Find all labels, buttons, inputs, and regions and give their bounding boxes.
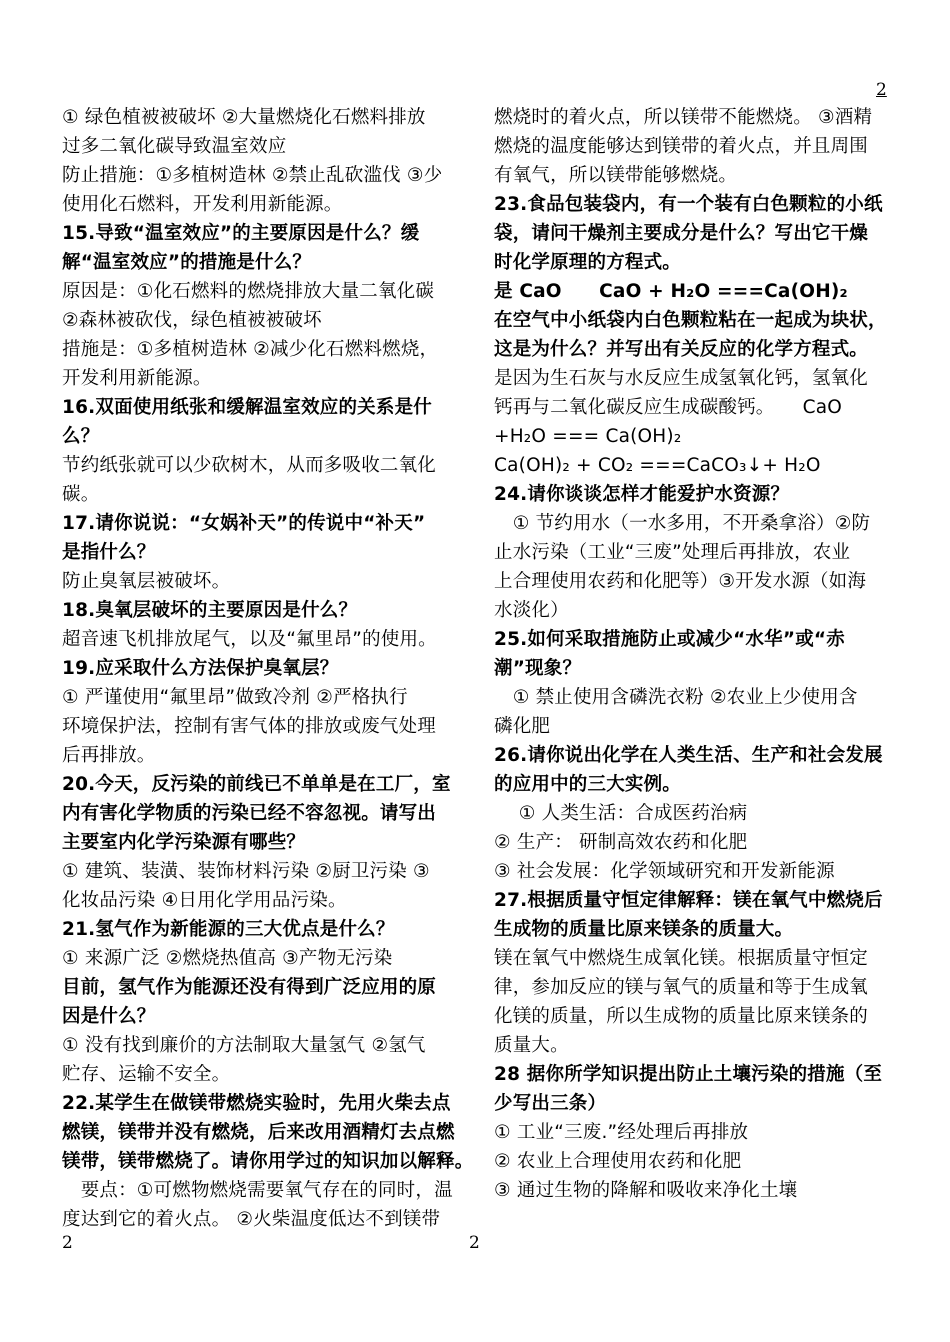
text-line: 有氧气，所以镁带能够燃烧。	[494, 165, 738, 186]
text-line: 贮存、运输不安全。	[62, 1064, 231, 1085]
text-line: 要点：①可燃物燃烧需要氧气存在的同时，温	[62, 1180, 453, 1201]
text-line: 环境保护法，控制有害气体的排放或废气处理	[62, 716, 437, 737]
text-line: 时化学原理的方程式。	[494, 252, 682, 273]
text-line: ② 农业上合理使用农药和化肥	[494, 1151, 742, 1172]
text-line: 19.应采取什么方法保护臭氧层？	[62, 658, 339, 679]
text-line: ① 严谨使用“氟里昂”做致冷剂 ②严格执行	[62, 687, 408, 708]
text-line: 质量大。	[494, 1035, 569, 1056]
text-line: 镁在氧气中燃烧生成氧化镁。根据质量守恒定	[494, 948, 869, 969]
text-line: 解“温室效应”的措施是什么？	[62, 252, 312, 273]
text-line: ① 禁止使用含磷洗衣粉 ②农业上少使用含	[494, 687, 858, 708]
text-line: 17.请你说说：“女娲补天”的传说中“补天”	[62, 513, 426, 534]
text-line: 24.请你谈谈怎样才能爱护水资源？	[494, 484, 790, 505]
text-line: 磷化肥	[494, 716, 551, 737]
text-line: 15.导致“温室效应”的主要原因是什么？缓	[62, 223, 420, 244]
text-line: ① 人类生活：合成医药治病	[494, 803, 748, 824]
text-line: 镁带，镁带燃烧了。请你用学过的知识加以解释。	[62, 1151, 474, 1172]
right-column	[494, 103, 894, 1205]
text-line: 内有害化学物质的污染已经不容忽视。请写出	[62, 803, 437, 824]
text-line: 的应用中的三大实例。	[494, 774, 682, 795]
text-line: 燃烧时的着火点，所以镁带不能燃烧。 ③酒精	[494, 107, 873, 128]
page-number-bottom-center: 2	[469, 1233, 480, 1253]
text-line: 主要室内化学污染源有哪些？	[62, 832, 306, 853]
text-line: 是 CaO CaO + H₂O ===Ca(OH)₂	[494, 281, 848, 302]
text-line: 碳。	[62, 484, 100, 505]
text-line: 使用化石燃料，开发利用新能源。	[62, 194, 343, 215]
text-line: ② 生产： 研制高效农药和化肥	[494, 832, 748, 853]
left-column	[62, 103, 474, 1234]
text-line: ③ 社会发展：化学领域研究和开发新能源	[494, 861, 835, 882]
text-line: 防止臭氧层被破坏。	[62, 571, 231, 592]
text-line: 燃烧的温度能够达到镁带的着火点，并且周围	[494, 136, 869, 157]
text-line: 是因为生石灰与水反应生成氢氧化钙，氢氧化	[494, 368, 869, 389]
text-line: 28 据你所学知识提出防止土壤污染的措施（至	[494, 1064, 883, 1085]
text-line: 么？	[62, 426, 100, 447]
text-line: 上合理使用农药和化肥等）③开发水源（如海	[494, 571, 867, 592]
page-number-bottom-left: 2	[62, 1233, 73, 1253]
text-line: 目前，氢气作为能源还没有得到广泛应用的原	[62, 977, 437, 998]
text-line: 21.氢气作为新能源的三大优点是什么？	[62, 919, 395, 940]
text-line: ③ 通过生物的降解和吸收来净化土壤	[494, 1180, 798, 1201]
text-line: 水淡化）	[494, 600, 569, 621]
text-line: 25.如何采取措施防止或减少“水华”或“赤	[494, 629, 845, 650]
text-line: 钙再与二氧化碳反应生成碳酸钙。 CaO	[494, 397, 843, 418]
text-line: 26.请你说出化学在人类生活、生产和社会发展	[494, 745, 883, 766]
text-line: 潮”现象？	[494, 658, 582, 679]
text-line: ① 建筑、装潢、装饰材料污染 ②厨卫污染 ③	[62, 861, 430, 882]
text-line: 因是什么？	[62, 1006, 156, 1027]
text-line: 止水污染（工业“三废”处理后再排放，农业	[494, 542, 851, 563]
text-line: 过多二氧化碳导致温室效应	[62, 136, 287, 157]
text-line: 防止措施：①多植树造林 ②禁止乱砍滥伐 ③少	[62, 165, 443, 186]
text-line: 化镁的质量，所以生成物的质量比原来镁条的	[494, 1006, 869, 1027]
text-line: ① 绿色植被被破坏 ②大量燃烧化石燃料排放	[62, 107, 426, 128]
text-line: +H₂O === Ca(OH)₂	[494, 426, 682, 447]
text-line: ① 来源广泛 ②燃烧热值高 ③产物无污染	[62, 948, 393, 969]
text-line: 在空气中小纸袋内白色颗粒粘在一起成为块状，	[494, 310, 887, 331]
text-line: 律，参加反应的镁与氧气的质量和等于生成氧	[494, 977, 869, 998]
text-line: 生成物的质量比原来镁条的质量大。	[494, 919, 794, 940]
text-line: 节约纸张就可以少砍树木，从而多吸收二氧化	[62, 455, 437, 476]
text-line: 18.臭氧层破坏的主要原因是什么？	[62, 600, 358, 621]
text-line: ① 节约用水（一水多用，不开桑拿浴）②防	[494, 513, 871, 534]
text-line: 20.今天，反污染的前线已不单单是在工厂，室	[62, 774, 451, 795]
text-line: 是指什么？	[62, 542, 156, 563]
text-line: 后再排放。	[62, 745, 156, 766]
page-number-top: 2	[876, 80, 887, 100]
text-line: 袋，请问干燥剂主要成分是什么？写出它干燥	[494, 223, 869, 244]
text-line: 27.根据质量守恒定律解释：镁在氧气中燃烧后	[494, 890, 883, 911]
text-line: 这是为什么？并写出有关反应的化学方程式。	[494, 339, 869, 360]
text-line: Ca(OH)₂ + CO₂ ===CaCO₃↓+ H₂O	[494, 455, 821, 476]
text-line: 原因是：①化石燃料的燃烧排放大量二氧化碳	[62, 281, 435, 302]
text-line: 16.双面使用纸张和缓解温室效应的关系是什	[62, 397, 432, 418]
text-line: ① 没有找到廉价的方法制取大量氢气 ②氢气	[62, 1035, 426, 1056]
text-line: 少写出三条）	[494, 1093, 607, 1114]
text-line: ① 工业“三废.”经处理后再排放	[494, 1122, 749, 1143]
text-line: 开发利用新能源。	[62, 368, 212, 389]
text-line: 燃镁，镁带并没有燃烧，后来改用酒精灯去点燃	[62, 1122, 455, 1143]
text-line: 化妆品污染 ④日用化学用品污染。	[62, 890, 347, 911]
text-line: 超音速飞机排放尾气，以及“氟里昂”的使用。	[62, 629, 437, 650]
text-line: ②森林被砍伐，绿色植被被破坏	[62, 310, 322, 331]
text-line: 22.某学生在做镁带燃烧实验时，先用火柴去点	[62, 1093, 451, 1114]
text-line: 措施是：①多植树造林 ②减少化石燃料燃烧，	[62, 339, 439, 360]
text-line: 23.食品包装袋内，有一个装有白色颗粒的小纸	[494, 194, 883, 215]
text-line: 度达到它的着火点。 ②火柴温度低达不到镁带	[62, 1209, 441, 1230]
